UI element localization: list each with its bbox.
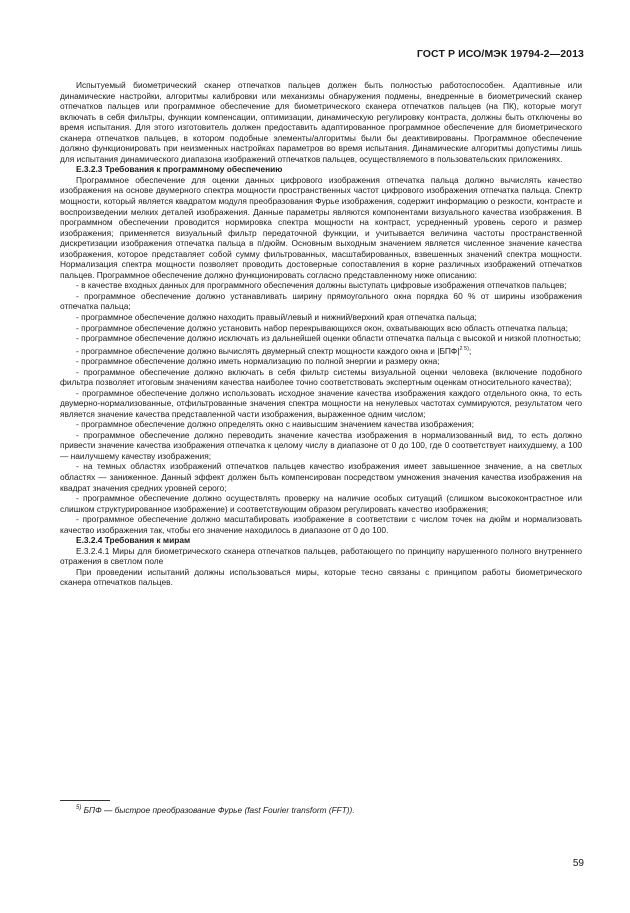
- list-item: - программное обеспечение должно использовать исходное значение качества изображения каждого отдельного окна, то есть двумерно-нормализованные, отфильтрованные значения спектра мощности на ненулевых частотах суммируются, результатом чего является значение качества представленной части изображения, выраженное одним числом;: [60, 387, 582, 419]
- footnote-ref: 2 5): [459, 345, 469, 352]
- footnote: [76, 805, 355, 815]
- section-heading: E.3.2.3 Требования к программному обеспечению: [76, 164, 283, 175]
- paragraph: Испытуемый биометрический сканер отпечатков пальцев должен быть полностью работоспособен. Адаптивные или динамические настройки, алгоритмы калибровки или механизмы обнаружения подмены, внедренные в биометрический сканер отпечатков пальцев или программное обеспечение для биометрического сканера отпечатков пальцев (на ПК), которые могут включать в себя фильтры, функции компенсации, оптимизации, динамическую регулировку контраста, должны быть отключены во время испытания. Для этого изготовитель должен предоставить адаптированное программное обеспечение для биометрического сканера отпечатков пальцев, в котором подобные элементы/алгоритмы были бы деактивированы. Программное обеспечение должно функционировать при неизменных настройках параметров во время испытания. Динамические алгоритмы допустимы лишь для испытания динамического диапазона изображений отпечатков пальцев, осуществляемого в пользовательских приложениях.: [60, 80, 582, 164]
- body-text: [60, 80, 582, 588]
- list-item: - программное обеспечение должно осуществлять проверку на наличие особых ситуаций (слишком высококонтрастное или слишком структурированное изображение) и соответствующим образом регулировать качество изображения;: [60, 493, 582, 514]
- list-item-text: - программное обеспечение должно вычислять двумерный спектр мощности каждого окна и |БПФ|: [76, 345, 460, 356]
- list-item-tail: ;: [468, 345, 472, 356]
- list-item: - программное обеспечение должно устанавливать ширину прямоугольного окна порядка 60 % от ширины изображения отпечатка пальца;: [60, 290, 582, 312]
- page-number: 59: [572, 858, 584, 869]
- list-item: - программное обеспечение должно включать в себя фильтр системы визуальной оценки человека (включение подобного фильтра позволяет итоговым значениям качества наиболее точно соответствовать экспертным оценкам относительного качества);: [60, 366, 582, 388]
- list-item: - программное обеспечение должно находить правый/левый и нижний/верхний края отпечатка пальца;: [76, 312, 477, 323]
- paragraph: E.3.2.4.1 Миры для биометрического сканера отпечатков пальцев, работающего по принципу нарушенного полного внутреннего отражения в светлом поле: [60, 545, 582, 567]
- list-item: - программное обеспечение должно иметь нормализацию по полной энергии и размеру окна;: [76, 356, 440, 366]
- document-header: ГОСТ Р ИСО/МЭК 19794-2—2013: [416, 48, 584, 60]
- list-item: - программное обеспечение должно переводить значение качества изображения в нормализованный вид, то есть должно привести значение качества изображения отпечатка к целому числу в диапазоне от 0 до 100, где 0 соответствует наихудшему, а 100 — наилучшему качеству изображения;: [60, 429, 582, 461]
- list-item: - на темных областях изображений отпечатков пальцев качество изображения имеет завышенное значение, а на светлых областях — заниженное. Данный эффект должен быть компенсирован посредством умножения значения качества изображения на квадрат значения средних уровней серого;: [60, 461, 582, 493]
- list-item: - программное обеспечение должно установить набор перекрывающихся окон, охватывающих всю область отпечатка пальца;: [76, 322, 568, 333]
- list-item: - программное обеспечение должно исключать из дальнейшей оценки области отпечатка пальца с высокой и низкой плотностью;: [76, 333, 582, 344]
- list-item: - программное обеспечение должно масштабировать изображение в соответствии с числом точек на дюйм и нормализовать качество изображения так, чтобы его значение находилось в диапазоне от 0 до 100.: [60, 514, 582, 535]
- list-item: - программное обеспечение должно определять окно с наивысшим значением качества изображения;: [76, 419, 474, 430]
- paragraph: При проведении испытаний должны использоваться миры, которые тесно связаны с принципом работы биометрического сканера отпечатков пальцев.: [60, 566, 582, 588]
- footnote-text: БПФ — быстрое преобразование Фурье (fast Fourier transform (FFT)).: [83, 805, 355, 815]
- list-item: [60, 344, 582, 356]
- paragraph: Программное обеспечение для оценки данных цифрового изображения отпечатка пальца должно вычислять качество изображения на основе двумерного спектра мощности пространственных частот цифрового изображения отпечатка пальца. Спектр мощности, который является квадратом модуля преобразования Фурье изображения, содержит информацию о резкости, контрасте и воспроизведении мелких деталей изображения. Данные параметры являются компонентами визуального качества изображения. В программном обеспечении проводится нормировка спектра мощности на контраст, усредненный уровень серого и размер изображения; применяется визуальный фильтр передаточной функции, и учитывается величина частоты пространственной дискретизации изображения отпечатка пальца в п/дюйм. Основным выходным значением является численное значение качества изображения, которое представляет собой сумму фильтрованных, масштабированных, взвешенных значений спектра мощности. Нормализация спектра мощности позволяет проводить достоверные сопоставления в корне различных изображений отпечатков пальцев. Программное обеспечение должно функционировать согласно представленному ниже описанию:: [60, 174, 582, 280]
- section-heading: E.3.2.4 Требования к мирам: [76, 535, 191, 546]
- list-item: - в качестве входных данных для программного обеспечения должны выступать цифровые изображения отпечатков пальцев;: [76, 280, 567, 291]
- footnote-divider: [60, 800, 110, 801]
- footnote-mark: 5): [76, 805, 82, 812]
